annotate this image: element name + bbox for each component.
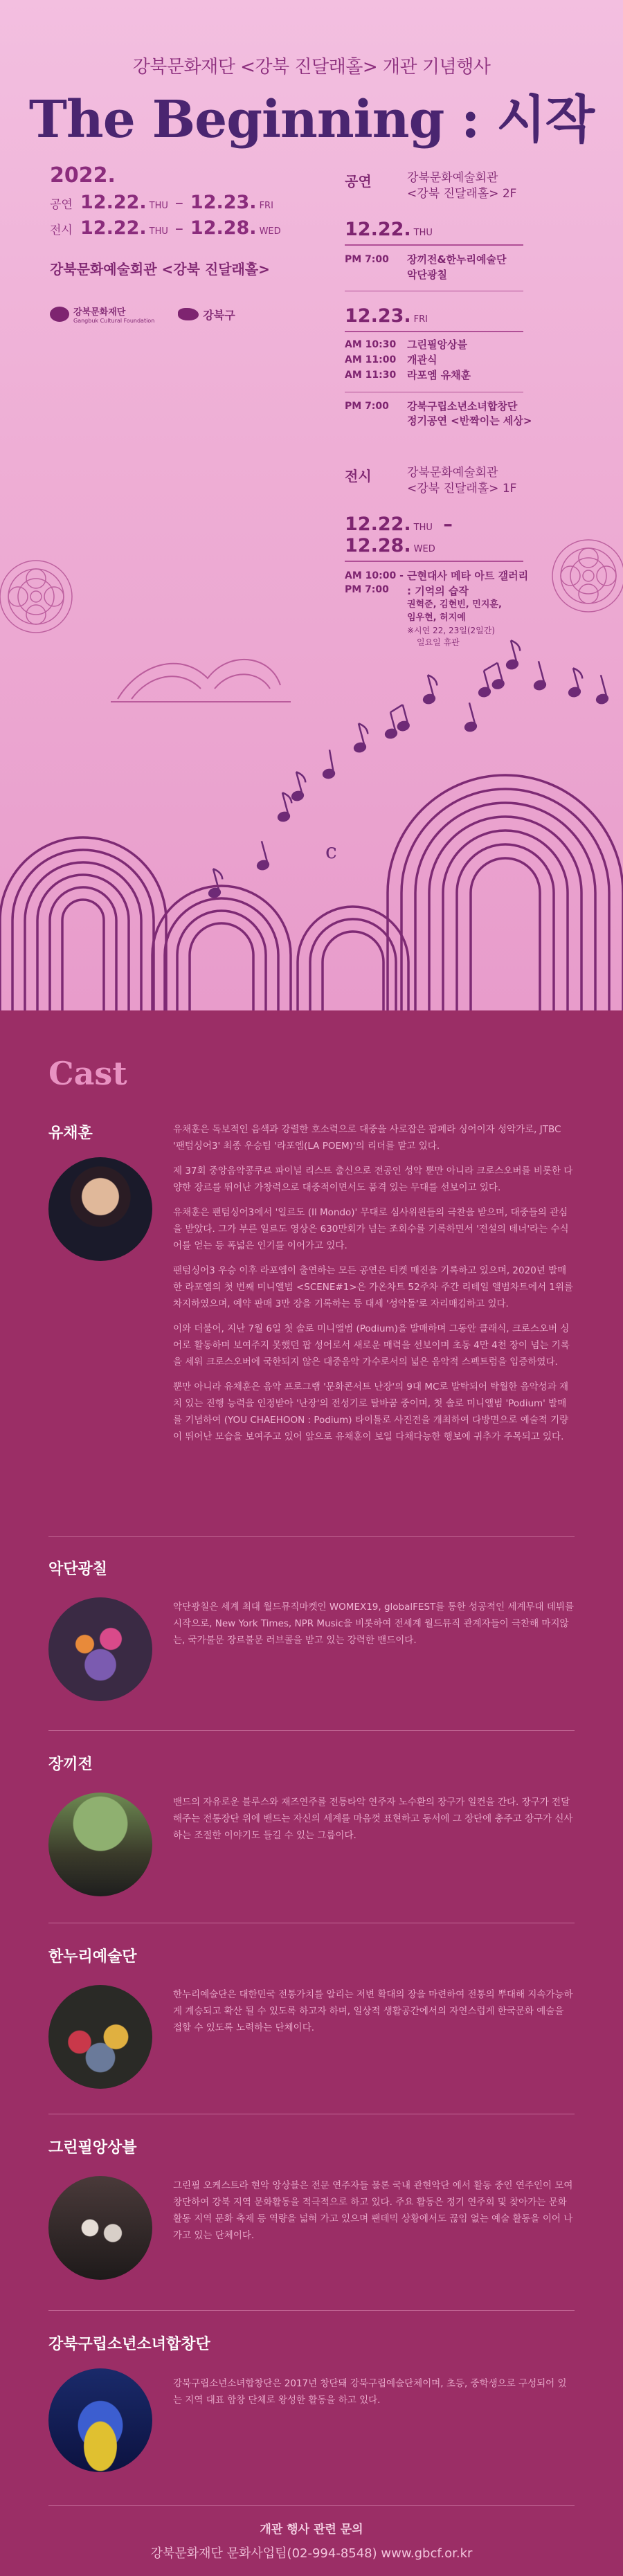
perform-end-weekday: FRI bbox=[259, 201, 273, 211]
cast-description bbox=[173, 1121, 575, 1453]
exh-head bbox=[345, 465, 528, 497]
left-info bbox=[50, 163, 313, 324]
date-dash: – bbox=[174, 193, 183, 212]
date-dash: – bbox=[443, 513, 453, 535]
exhibition-schedule bbox=[345, 465, 528, 649]
exh-event bbox=[345, 569, 528, 649]
main-title bbox=[0, 79, 623, 152]
rosette-left-icon bbox=[0, 561, 72, 633]
cast-description bbox=[173, 2375, 575, 2417]
cast-description bbox=[173, 1986, 575, 2044]
day2-event bbox=[345, 338, 532, 353]
cloud-swirl-icon bbox=[111, 660, 291, 702]
exhibit-start: 12.22. bbox=[80, 217, 147, 239]
cast-name: 악단광칠 bbox=[48, 1561, 108, 1578]
perf-category: 공연 bbox=[345, 173, 372, 190]
cast-name: 한누리예술단 bbox=[48, 1948, 137, 1966]
event-line: 개관식 bbox=[407, 354, 437, 367]
foundation-logo-name: 강북문화재단 bbox=[73, 307, 126, 318]
event-time: AM 11:00 bbox=[345, 354, 397, 366]
desc-paragraph: 유채훈은 팬텀싱어3에서 '일르도 (Il Mondo)' 무대로 심사위원들의 극찬을 받으며, 대중들의 관심을 받았다. 그가 부른 일르도 영상은 630만회가 넘는 조회수를 기록하면서 '전설의 테너'라는 수식어를 얻는 등 폭넓은 인기를 이어가고 있다. bbox=[173, 1207, 569, 1252]
exhibit-start-weekday: THU bbox=[149, 226, 168, 237]
day2-event bbox=[345, 399, 532, 430]
desc-paragraph: 한누리예술단은 대한민국 전통가치를 알리는 저변 확대의 장을 마련하여 전통의 뿌대해 지속가능하게 계승되고 확산 될 수 있도록 하고자 하며, 일상적 생활공간에서의 자연스럽게 한국문화 예술을 접할 수 있도록 노력하는 단체이다. bbox=[173, 1989, 573, 2034]
exhibit-label: 전시 bbox=[50, 224, 73, 237]
event-line: 정기공연 <반짝이는 세상> bbox=[407, 415, 532, 428]
exh-title: 근현대사 메타 아트 갤러리 bbox=[407, 569, 529, 582]
title-en: The Beginning : bbox=[28, 90, 497, 149]
rosette-right-icon bbox=[552, 540, 623, 612]
district-logo bbox=[178, 307, 235, 323]
footer bbox=[0, 2519, 623, 2561]
district-logo-icon bbox=[178, 308, 199, 320]
exh-start: 12.22. bbox=[345, 513, 411, 535]
footer-contact: 강북문화재단 문화사업팀(02-994-8548) www.gbcf.or.kr bbox=[150, 2546, 473, 2561]
exh-note: ※시연 22, 23일(2일간) bbox=[407, 626, 495, 636]
exh-venue-line1: 강북문화예술회관 bbox=[407, 466, 498, 480]
cast-description bbox=[173, 1794, 575, 1852]
day1-date-text: 12.22. bbox=[345, 218, 411, 240]
cast-photo bbox=[48, 2368, 152, 2472]
event-line: 강북구립소년소녀합창단 bbox=[407, 399, 518, 412]
exh-artists: 권혁준, 김현빈, 민지훈, bbox=[407, 599, 502, 610]
divider bbox=[48, 2310, 575, 2311]
cast-name: 그린필앙상블 bbox=[48, 2139, 137, 2157]
cast-member bbox=[48, 1752, 575, 1842]
exh-note: 일요일 휴관 bbox=[417, 637, 460, 648]
cast-photo bbox=[48, 1157, 152, 1261]
logos bbox=[50, 305, 313, 324]
footer-title: 개관 행사 관련 문의 bbox=[260, 2523, 363, 2537]
event-time: PM 7:00 bbox=[345, 400, 389, 412]
day1-date bbox=[345, 219, 523, 246]
perf-venue-line1: 강북문화예술회관 bbox=[407, 171, 498, 185]
perf-venue-line2: <강북 진달래홀> 2F bbox=[407, 186, 517, 201]
desc-paragraph: 이와 더불어, 지난 7월 6일 첫 솔로 미니앨범 (Podium)을 발매하며 그동안 클래식, 크로스오버 싱어로 활동하며 보여주지 못했던 팝 성어로서 새로운 매력을 선보이며 초동 4만 4천 장이 넘는 기록을 세워 크로스오버에 국한되지 않은 대중음악 가수로서의 넓은 음악적 스펙트럼을 입증하였다. bbox=[173, 1323, 570, 1368]
perf-head bbox=[345, 170, 532, 202]
perform-end: 12.23. bbox=[190, 192, 257, 213]
cast-member bbox=[48, 2136, 575, 2242]
day1-weekday: THU bbox=[413, 227, 433, 238]
day2-event bbox=[345, 353, 532, 368]
day1-event bbox=[345, 253, 532, 283]
cast-description bbox=[173, 1599, 575, 1657]
exh-time-end: PM 7:00 bbox=[345, 584, 389, 596]
cast-photo bbox=[48, 2176, 152, 2280]
foundation-logo-icon bbox=[50, 307, 69, 322]
event-line: 악단광칠 bbox=[407, 268, 447, 281]
exh-venue bbox=[407, 465, 516, 497]
date-dash: – bbox=[174, 219, 183, 238]
exh-category: 전시 bbox=[345, 468, 372, 484]
svg-text:c: c bbox=[325, 840, 337, 864]
exh-time-start: AM 10:00 - bbox=[345, 570, 404, 581]
perform-label: 공연 bbox=[50, 198, 73, 212]
event-time: PM 7:00 bbox=[345, 253, 389, 265]
perform-start: 12.22. bbox=[80, 192, 147, 213]
district-logo-name: 강북구 bbox=[203, 308, 235, 322]
desc-paragraph: 뿐만 아니라 유채훈은 음악 프로그램 '문화콘서트 난장'의 9대 MC로 발탁되어 탁월한 음악성과 재치 있는 진행 능력을 인정받아 '난장'의 전성기로 탈바꿈 중이며, 첫 솔로 미니앨범 'Podium' 발매를 기념하여 (YOU CHAEHOON : Podium) 타이틀로 사진전을 개최하여 다방면으로 예술적 기량이 뛰어난 모습을 보여주고 있어 앞으로 유채훈이 보일 다채다능한 행보에 귀추가 주목되고 있다. bbox=[173, 1381, 569, 1443]
venue: 강북문화예술회관 <강북 진달래홀> bbox=[50, 261, 270, 278]
desc-paragraph: 그린필 오케스트라 현악 앙상블은 전문 연주자들 물론 국내 관현악단 에서 활동 중인 연주인이 모여 창단하여 강북 지역 문화활동을 적극적으로 하고 있다. 주요 활동은 정기 연주회 및 찾아가는 문화활동 지역 문화 축제 등 역량을 넓혀 가고 있으며 팬데믹 상황에서도 끊임 없는 예술 활동을 이어 나가고 있는 단체이다. bbox=[173, 2180, 573, 2242]
divider bbox=[48, 1730, 575, 1731]
exhibit-end-weekday: WED bbox=[259, 226, 281, 237]
cast-member bbox=[48, 1557, 575, 1647]
arch-pattern-icon bbox=[0, 775, 623, 1010]
cast-member bbox=[48, 2332, 575, 2406]
cast-photo bbox=[48, 1597, 152, 1701]
foundation-logo bbox=[50, 305, 154, 324]
divider bbox=[48, 1536, 575, 1537]
event-time: AM 11:30 bbox=[345, 369, 397, 381]
desc-paragraph: 제 37회 중앙음악콩쿠르 파이널 리스트 출신으로 전공인 성악 뿐만 아니라 크로스오버를 비롯한 다양한 장르를 뛰어난 가창력으로 대중적이면서도 품격 있는 무대를 선보이고 있다. bbox=[173, 1165, 573, 1194]
desc-paragraph: 강북구립소년소녀합창단은 2017년 창단돼 강북구립예술단체이며, 초등, 중학생으로 구성되어 있는 지역 대표 합창 단체로 왕성한 활동을 하고 있다. bbox=[173, 2378, 567, 2406]
event-line: 라포엠 유채훈 bbox=[407, 368, 471, 381]
exhibit-end: 12.28. bbox=[190, 217, 257, 239]
cast-section bbox=[0, 1010, 623, 2576]
event-time: AM 10:30 bbox=[345, 339, 397, 351]
title-ko: 시작 bbox=[496, 90, 595, 149]
cast-name: 장끼전 bbox=[48, 1756, 93, 1773]
desc-paragraph: 팬텀싱어3 우승 이후 라포엠이 출연하는 모든 공연은 티켓 매진을 기록하고 있으며, 2020년 발매한 라포엠의 첫 번째 미니앨범 <SCENE#1>은 가온차트 52주차 주간 리테일 앨범차트에서 1위를 차지하였으며, 예약 판매 3만 장을 기록하는 등 대세 '성악돌'로 자리매김하고 있다. bbox=[173, 1265, 573, 1310]
event-line: 장끼전&한누리예술단 bbox=[407, 253, 507, 266]
perf-venue bbox=[407, 170, 516, 202]
exh-start-weekday: THU bbox=[413, 522, 433, 533]
cast-name: 강북구립소년소녀합창단 bbox=[48, 2336, 210, 2353]
year: 2022. bbox=[50, 163, 116, 188]
desc-paragraph: 밴드의 자유로운 블루스와 재즈연주를 전통타악 연주자 노수환의 장구가 일컨을 간다. 장구가 전달해주는 전통장단 위에 밴드는 자신의 세계를 마음껏 표현하고 동서에 그 장단에 충주고 장구가 신사하는 조절한 이야기도 들길 수 있는 그룹이다. bbox=[173, 1797, 573, 1842]
event-subtitle: 강북문화재단 <강북 진달래홀> 개관 기념행사 bbox=[132, 57, 491, 78]
performance-schedule bbox=[345, 170, 532, 429]
day2-date bbox=[345, 305, 523, 332]
cast-member bbox=[48, 1121, 575, 1443]
day2-event bbox=[345, 368, 532, 383]
desc-paragraph: 유채훈은 독보적인 음색과 강렬한 호소력으로 대중을 사로잡은 팝페라 싱어이자 성악가로, JTBC '팬텀싱어3' 최종 우승팀 '라포엠(LA POEM)'의 리더를 맡고 있다. bbox=[173, 1124, 561, 1152]
divider bbox=[48, 2505, 575, 2506]
cast-name: 유채훈 bbox=[48, 1125, 93, 1142]
perform-start-weekday: THU bbox=[149, 201, 168, 211]
day2-weekday: FRI bbox=[413, 314, 428, 325]
cast-member bbox=[48, 1945, 575, 2034]
desc-paragraph: 악단광칠은 세계 최대 월드뮤직마켓인 WOMEX19, globalFEST를 통한 성공적인 세계무대 데뷔를 시작으로, New York Times, NPR Music을 비롯하여 전세계 월드뮤직 관계자들이 극찬해 마지않는, 국가불문 장르불문 러브콜을 받고 있는 강력한 밴드이다. bbox=[173, 1602, 575, 1647]
exh-end-weekday: WED bbox=[413, 543, 435, 554]
event-line: 그린필앙상블 bbox=[407, 338, 467, 352]
cast-photo bbox=[48, 1793, 152, 1896]
exh-subtitle: : 기억의 습작 bbox=[407, 584, 469, 597]
cast-description bbox=[173, 2177, 575, 2252]
exh-venue-line2: <강북 진달래홀> 1F bbox=[407, 481, 517, 496]
exh-dates bbox=[345, 514, 523, 562]
exhibit-dates bbox=[50, 217, 313, 239]
cast-photo bbox=[48, 1985, 152, 2089]
day2-date-text: 12.23. bbox=[345, 305, 411, 327]
perform-dates bbox=[50, 192, 313, 213]
cast-title: Cast bbox=[48, 1055, 127, 1092]
exh-end: 12.28. bbox=[345, 534, 411, 556]
poster-top bbox=[0, 0, 623, 1010]
exh-artists: 임우현, 허지예 bbox=[407, 613, 466, 624]
foundation-logo-sub: Gangbuk Cultural Foundation bbox=[73, 318, 155, 324]
